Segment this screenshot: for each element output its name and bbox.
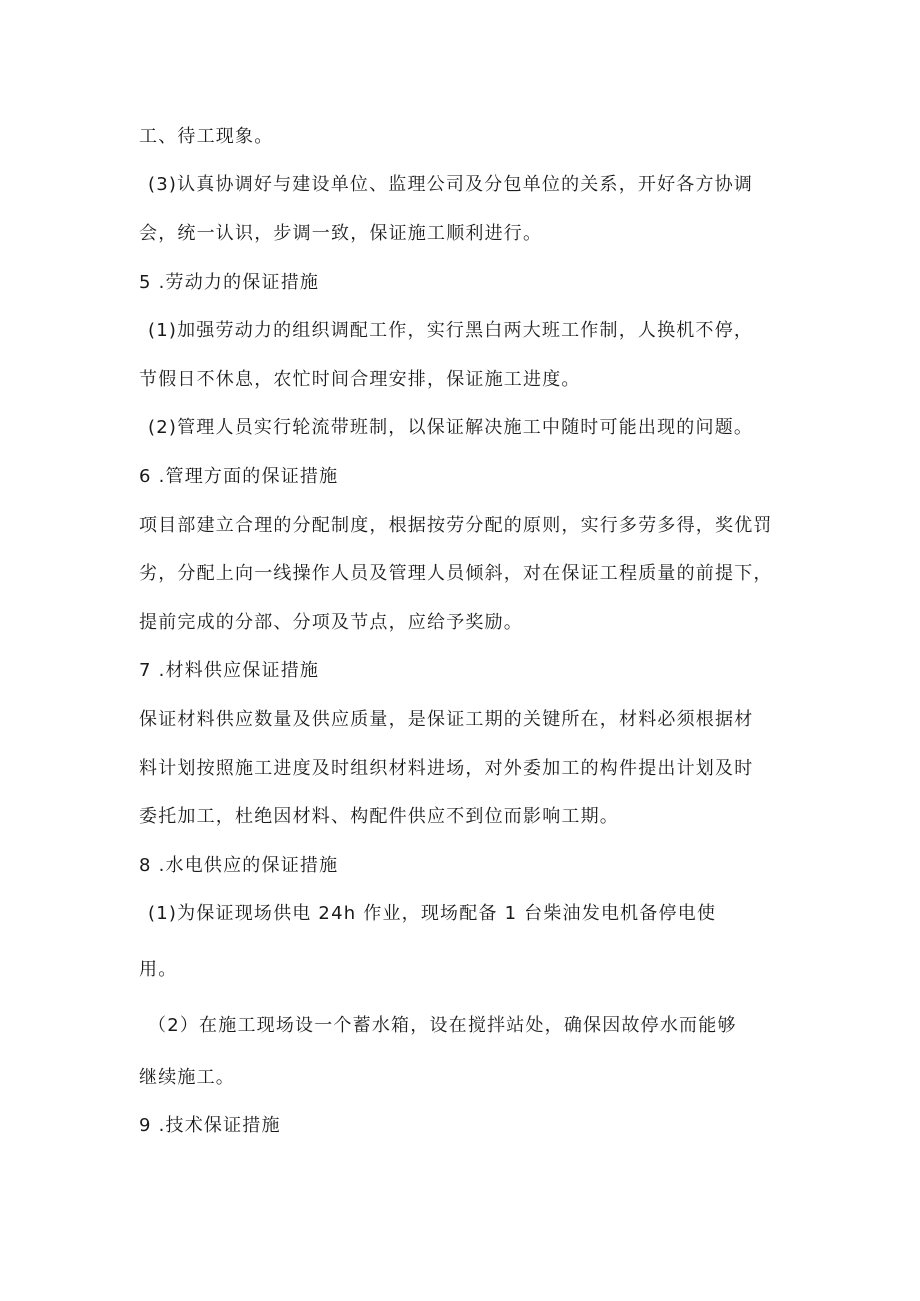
text-line-6: 节假日不休息，农忙时间合理安排，保证施工进度。	[139, 369, 581, 390]
section-heading-8: 8 .水电供应的保证措施	[139, 855, 339, 876]
text-line-2: (3)认真协调好与建设单位、监理公司及分包单位的关系，开好各方协调	[148, 174, 754, 195]
text-line-15: 委托加工，杜绝因材料、构配件供应不到位而影响工期。	[139, 806, 619, 827]
section-heading-7: 7 .材料供应保证措施	[139, 660, 320, 681]
text-line-11: 提前完成的分部、分项及节点，应给予奖励。	[139, 612, 523, 633]
text-line-13: 保证材料供应数量及供应质量，是保证工期的关键所在，材料必须根据材	[139, 709, 754, 730]
section-heading-6: 6 .管理方面的保证措施	[139, 466, 339, 487]
text-line-1: 工、待工现象。	[139, 126, 274, 147]
section-heading-9: 9 .技术保证措施	[139, 1115, 281, 1136]
text-line-3: 会，统一认识，步调一致，保证施工顺利进行。	[139, 223, 543, 244]
section-heading-5: 5 .劳动力的保证措施	[139, 272, 320, 293]
text-line-9: 项目部建立合理的分配制度，根据按劳分配的原则，实行多劳多得，奖优罚	[139, 515, 773, 536]
text-line-18: 用。	[139, 959, 178, 980]
text-line-19: （2）在施工现场设一个蓄水箱，设在搅拌站处，确保因故停水而能够	[148, 1015, 737, 1036]
text-line-17: (1)为保证现场供电 24h 作业，现场配备 1 台柴油发电机备停电使	[148, 903, 717, 924]
text-line-14: 料计划按照施工进度及时组织材料进场，对外委加工的构件提出计划及时	[139, 758, 754, 779]
text-line-7: (2)管理人员实行轮流带班制，以保证解决施工中随时可能出现的问题。	[148, 417, 754, 438]
text-line-20: 继续施工。	[139, 1067, 235, 1088]
text-line-10: 劣，分配上向一线操作人员及管理人员倾斜，对在保证工程质量的前提下，	[139, 563, 773, 584]
text-line-5: (1)加强劳动力的组织调配工作，实行黑白两大班工作制，人换机不停，	[148, 320, 754, 341]
